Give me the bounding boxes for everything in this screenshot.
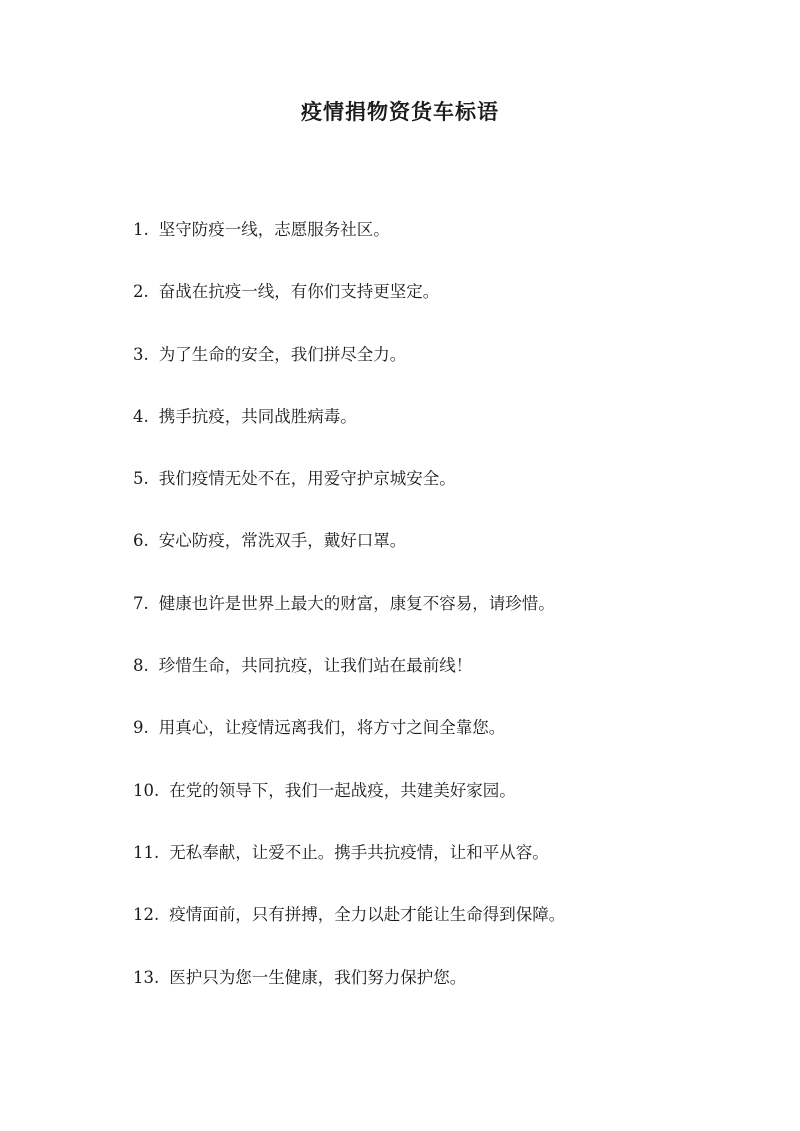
list-item: [133, 405, 565, 467]
item-number: 5.: [133, 469, 149, 489]
item-text: 健康也许是世界上最大的财富，康复不容易，请珍惜。: [158, 593, 555, 613]
list-item: [133, 903, 565, 965]
item-text: 为了生命的安全，我们拼尽全力。: [158, 344, 407, 364]
item-number: 9.: [133, 718, 149, 738]
item-number: 11.: [133, 842, 160, 862]
item-number: 10.: [133, 780, 160, 800]
item-text: 安心防疫，常洗双手，戴好口罩。: [158, 531, 407, 551]
item-text: 无私奉献，让爱不止。携手共抗疫情，让和平从容。: [169, 842, 549, 862]
document-title: 疫情捐物资货车标语: [301, 99, 499, 124]
list-item: [133, 654, 565, 716]
list-item: [133, 966, 565, 1028]
item-number: 4.: [133, 406, 149, 426]
item-text: 携手抗疫，共同战胜病毒。: [158, 406, 357, 426]
item-text: 珍惜生命，共同抗疫，让我们站在最前线！: [158, 656, 473, 676]
list-item: [133, 218, 565, 280]
item-number: 7.: [133, 593, 149, 613]
list-item: [133, 592, 565, 654]
item-text: 医护只为您一生健康，我们努力保护您。: [169, 967, 467, 987]
list-item: [133, 467, 565, 529]
item-text: 我们疫情无处不在，用爱守护京城安全。: [158, 469, 456, 489]
item-text: 用真心，让疫情远离我们，将方寸之间全靠您。: [158, 718, 506, 738]
item-text: 在党的领导下，我们一起战疫，共建美好家园。: [169, 780, 516, 800]
item-number: 2.: [133, 282, 149, 302]
list-item: [133, 716, 565, 778]
item-text: 坚守防疫一线，志愿服务社区。: [158, 220, 390, 239]
item-text: 疫情面前，只有拼搏，全力以赴才能让生命得到保障。: [169, 905, 566, 925]
item-number: 13.: [133, 967, 160, 987]
list-item: [133, 841, 565, 903]
item-text: 奋战在抗疫一线，有你们支持更坚定。: [158, 282, 440, 302]
list-item: [133, 779, 565, 841]
item-number: 12.: [133, 905, 160, 925]
item-number: 6.: [133, 531, 149, 551]
list-item: [133, 343, 565, 405]
item-number: 1.: [133, 220, 149, 239]
list-item: [133, 529, 565, 591]
item-number: 8.: [133, 656, 149, 676]
item-number: 3.: [133, 344, 149, 364]
list-item: [133, 280, 565, 342]
slogan-list: [133, 218, 565, 1028]
